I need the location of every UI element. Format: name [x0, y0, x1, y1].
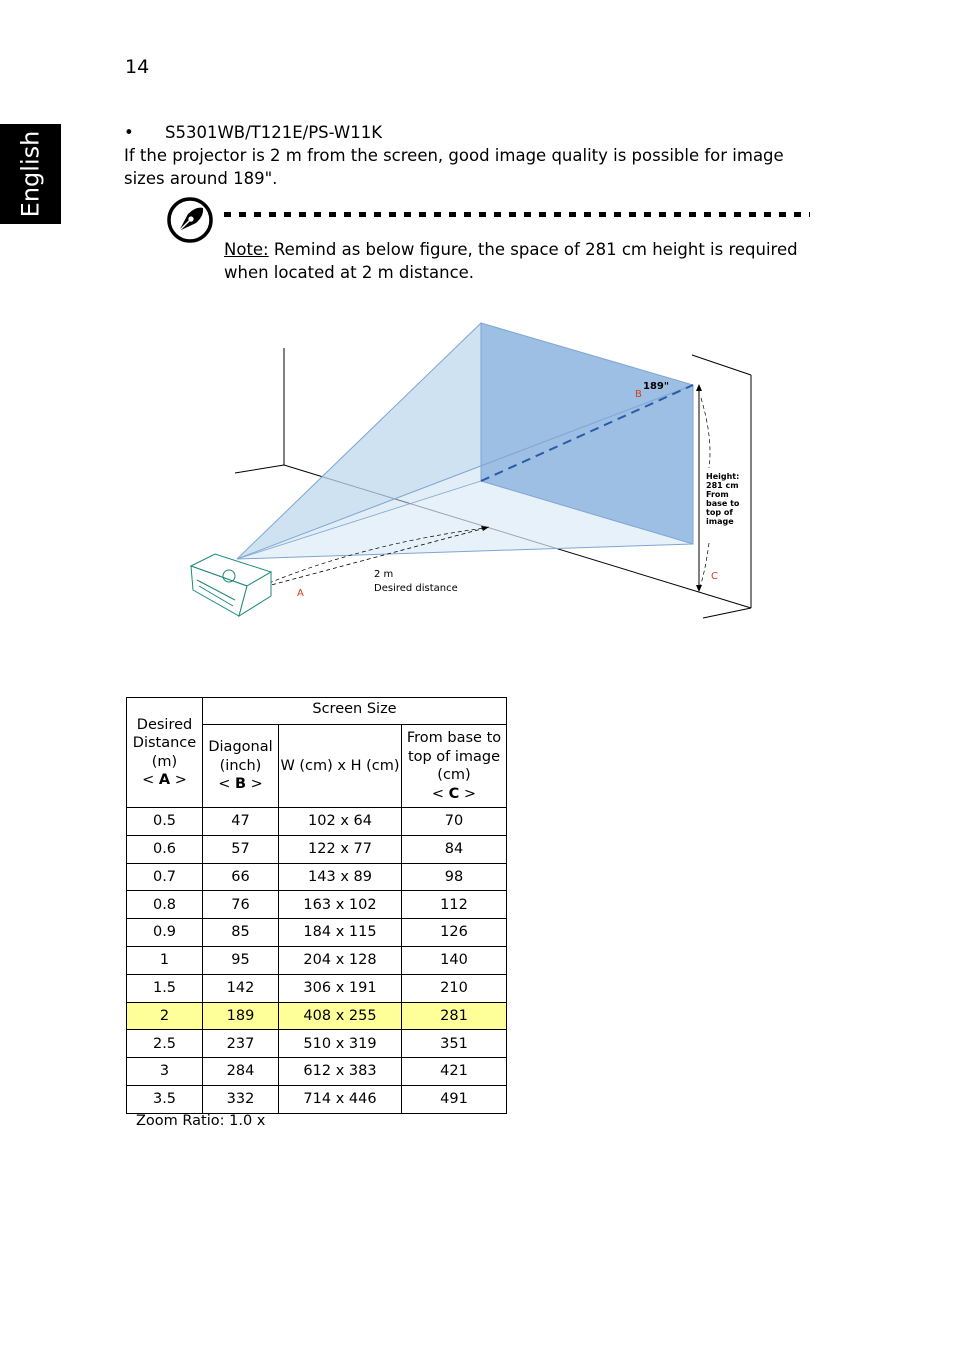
- label-b: B: [635, 389, 642, 400]
- note-label: Note:: [224, 240, 269, 259]
- label-a: A: [297, 588, 304, 599]
- header-height: From base to top of image (cm) < C >: [402, 725, 507, 808]
- note-box: [224, 238, 824, 284]
- table-row: 0.5 47 102 x 64 70: [127, 808, 507, 836]
- note-text: Remind as below figure, the space of 281 cm height is required when located at 2 m distance.: [224, 240, 798, 282]
- projector-icon: [191, 554, 271, 616]
- table-row: 2.5 237 510 x 319 351: [127, 1030, 507, 1058]
- svg-text:281 cm: 281 cm: [706, 481, 739, 490]
- language-tab-label: English: [16, 130, 45, 218]
- header-distance: Desired Distance (m) < A >: [127, 698, 203, 808]
- model-bullet: [124, 121, 382, 144]
- header-diagonal: Diagonal (inch) < B >: [203, 725, 279, 808]
- svg-text:Height:: Height:: [706, 472, 740, 481]
- language-tab: [0, 124, 61, 224]
- svg-text:From: From: [706, 490, 729, 499]
- zoom-ratio-note: Zoom Ratio: 1.0 x: [136, 1113, 266, 1129]
- svg-text:base to: base to: [706, 499, 740, 508]
- label-c: C: [711, 571, 718, 582]
- svg-text:image: image: [706, 517, 734, 526]
- table-row: 1 95 204 x 128 140: [127, 946, 507, 974]
- table-row: 3 284 612 x 383 421: [127, 1058, 507, 1086]
- table-row-highlighted: 2 189 408 x 255 281: [127, 1002, 507, 1030]
- distance-value: 2 m: [374, 569, 394, 580]
- table-row: 0.9 85 184 x 115 126: [127, 919, 507, 947]
- table-row: 1.5 142 306 x 191 210: [127, 974, 507, 1002]
- pen-nib-icon: [166, 196, 214, 244]
- projection-diagram: [185, 318, 765, 623]
- projection-table: [126, 697, 507, 1114]
- intro-paragraph: If the projector is 2 m from the screen, good image quality is possible for image sizes around 189".: [124, 146, 784, 188]
- page-number: 14: [125, 56, 150, 78]
- table-row: 3.5 332 714 x 446 491: [127, 1085, 507, 1113]
- distance-caption: Desired distance: [374, 583, 458, 594]
- diag-value-label: 189": [643, 381, 670, 392]
- table-row: 0.8 76 163 x 102 112: [127, 891, 507, 919]
- header-wh: W (cm) x H (cm): [279, 725, 402, 808]
- table-row: 0.6 57 122 x 77 84: [127, 835, 507, 863]
- height-caption: [706, 472, 740, 526]
- bullet-icon: •: [124, 123, 134, 142]
- note-divider: [224, 212, 810, 217]
- table-row: 0.7 66 143 x 89 98: [127, 863, 507, 891]
- header-screen-size: Screen Size: [203, 698, 507, 725]
- svg-text:top of: top of: [706, 508, 733, 517]
- model-name: S5301WB/T121E/PS-W11K: [165, 123, 383, 142]
